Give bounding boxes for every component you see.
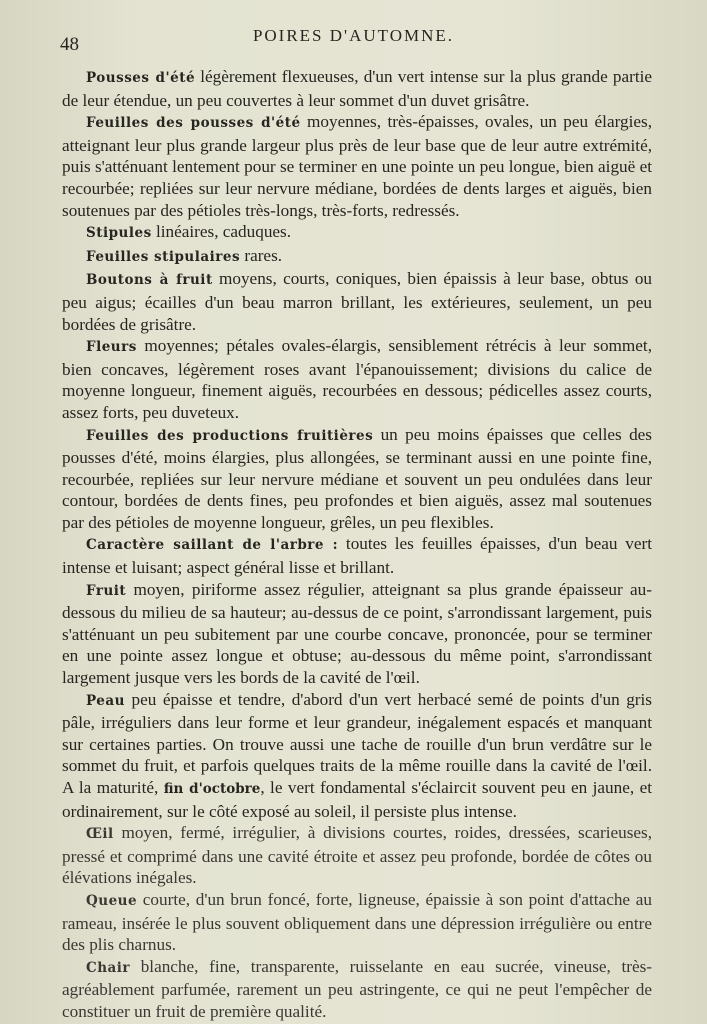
- term-label: Queue: [86, 892, 138, 909]
- paragraph-feuilles-pousses: [62, 111, 652, 221]
- paragraph-text: légèrement flexueuses, d'un vert intense sur la plus grande partie de leur étendue, un peu couvertes à leur sommet d'un duvet grisâtre.: [62, 67, 652, 110]
- paragraph-text: toutes les feuilles épaisses, d'un beau vert intense et luisant; aspect général lisse et brillant.: [62, 534, 652, 578]
- paragraph-text: un peu moins épaisses que celles des pousses d'été, moins élargies, plus allongées, se terminant aussi en une pointe fine, recourbée, repliées sur leur nervure médiane et souvent un peu ondulées dans leur contour, bordées de dents fines, peu profondes et bien aiguës, assez mal soutenues par des pétioles de moyenne longueur, grêles, un peu flexibles.: [62, 424, 652, 532]
- paragraph-text: linéaires, caduques.: [151, 222, 292, 242]
- paragraph-text: blanche, fine, transparente, ruisselante en eau sucrée, vineuse, très-agréablement parfumée, rarement un peu astringente, ce qui ne peut l'empêcher de constituer un fruit de première qualité.: [62, 956, 652, 1021]
- paragraph-text: courte, d'un brun foncé, forte, ligneuse, épaissie à son point d'attache au rameau, insérée le plus souvent obliquement dans une dépression irrégulière ou entre des plis charnus.: [62, 889, 652, 955]
- term-label: Fleurs: [86, 339, 137, 356]
- paragraph-queue: [62, 889, 652, 956]
- paragraph-text: peu épaisse et tendre, d'abord d'un vert herbacé semé de points d'un gris pâle, irréguliers dans leur forme et leur grandeur, inégalement espacés et manquant sur certaines parties. On trouve aussi une tache de rouille d'un brun verdâtre sur le sommet du fruit, et parfois quelques traits de la même rouille dans la cavité de l'œil. A la maturité,: [62, 689, 652, 797]
- running-title: POIRES D'AUTOMNE.: [252, 26, 455, 45]
- paragraph-text: moyens, courts, coniques, bien épaissis à leur base, obtus ou peu aigus; écailles d'un beau marron brillant, les extérieures, seulement, un peu bordées de grisâtre.: [62, 269, 653, 334]
- term-label: Peau: [86, 692, 125, 709]
- paragraph-pousses: [62, 66, 652, 111]
- term-label: Boutons à fruit: [86, 272, 213, 289]
- paragraph-fruit: [62, 579, 652, 689]
- paragraph-text: rares.: [240, 245, 283, 265]
- term-label: Pousses d'été: [86, 70, 196, 86]
- paragraph-feuilles-stipulaires: [62, 245, 652, 269]
- paragraph-text: moyennes, très-épaisses, ovales, un peu élargies, atteignant leur plus grande largeur plus près de leur base que de leur autre extrémité, puis s'atténuant lentement pour se terminer en une pointe un peu longue, bien aiguë et recourbée; repliées sur leur nervure médiane, bordées de dents larges et aiguës, bien soutenues par des pétioles très-longs, très-forts, redressés.: [62, 112, 652, 220]
- paragraph-text: moyennes; pétales ovales-élargis, sensiblement rétrécis à leur sommet, bien concaves, légèrement roses avant l'épanouissement; divisions du calice de moyenne longueur, finement aiguës, recourbées en dessous; pédicelles assez courts, assez forts, peu duveteux.: [62, 336, 652, 422]
- paragraph-text: moyen, piriforme assez régulier, atteignant sa plus grande épaisseur au-dessous du milieu de sa hauteur; au-dessus de ce point, s'arrondissant largement, puis s'atténuant un peu subitement par une courbe concave, prononcée, pour se terminer en une pointe assez longue et obtuse; au-dessous du même point, s'arrondissant largement jusque vers les bords de la cavité de l'œil.: [62, 579, 652, 688]
- emphasis-maturity: fin d'octobre: [163, 781, 261, 797]
- paragraph-chair: [62, 956, 652, 1023]
- term-label: Feuilles des pousses d'été: [86, 115, 301, 132]
- term-label: Feuilles stipulaires: [86, 248, 241, 265]
- page-body: [62, 66, 652, 1023]
- paragraph-text: moyen, fermé, irrégulier, à divisions courtes, roides, dressées, scarieuses, pressé et comprimé dans une cavité étroite et assez peu profonde, bordée de côtes ou élévations inégales.: [62, 823, 652, 888]
- term-label: Fruit: [86, 582, 127, 599]
- term-label: Chair: [86, 959, 131, 976]
- paragraph-feuilles-productions: [62, 424, 652, 534]
- term-label: Stipules: [86, 225, 152, 242]
- paragraph-peau: [62, 689, 652, 823]
- paragraph-caractere: [62, 533, 652, 578]
- term-label: Caractère saillant de l'arbre :: [86, 537, 339, 554]
- paragraph-oeil: [62, 822, 652, 889]
- page-number: 48: [60, 34, 79, 55]
- paragraph-boutons: [62, 268, 652, 335]
- term-label: Œil: [86, 826, 114, 843]
- paragraph-stipules: [62, 221, 652, 245]
- paragraph-fleurs: [62, 335, 652, 423]
- paragraph-text: , le vert fondamental s'éclaircit souvent peu en jaune, et ordinairement, sur le côté exposé au soleil, il persiste plus intense.: [62, 778, 652, 821]
- term-label: Feuilles des productions fruitières: [86, 427, 374, 444]
